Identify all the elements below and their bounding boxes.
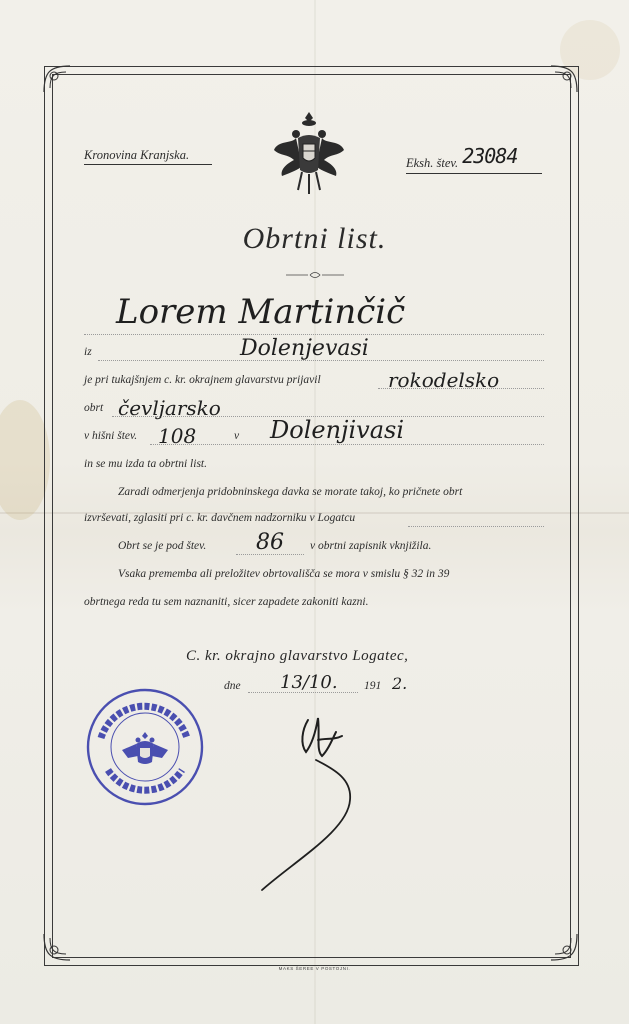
text-registered: je pri tukajšnjem c. kr. okrajnem glavarstvu prijavil [84,374,321,386]
house-number: 108 [158,424,197,448]
official-stamp-icon [84,686,206,808]
registration-field [406,144,542,174]
origin-line [98,360,544,361]
registration-number: 23084 [462,144,518,168]
imperial-eagle-crest-icon [272,110,346,198]
year-suffix: 2. [392,674,408,693]
signature-icon [256,700,376,900]
label-date: dne [224,680,241,692]
label-v: v [234,430,240,442]
title-flourish-icon [284,270,346,280]
corner-ornament-top-left-icon [40,62,74,96]
paragraph2-line1: Vsaka prememba ali preložitev obrtovališča se mora v smislu § 32 in 39 [118,568,450,580]
house-line [150,444,544,445]
issuing-office: C. kr. okrajno glavarstvo Logatec, [186,648,409,664]
label-register-book: v obrtni zapisnik vknjižila. [310,540,432,552]
paragraph1-line2: izvrševati, zglasiti pri c. kr. davčnem nadzorniku v Logatcu [84,512,356,524]
registration-label: Eksh. štev. [406,156,459,170]
name-line [84,334,544,335]
register-number-line [236,554,304,555]
category-line [378,388,544,389]
label-house-number: v hišni štev. [84,430,138,442]
label-obrt: obrt [84,402,104,414]
year-prefix: 191 [364,680,382,692]
document-title: Obrtni list. [242,222,387,255]
paper-stain [0,400,50,520]
text-issued: in se mu izda ta obrtni list. [84,458,207,470]
register-number: 86 [256,530,284,555]
house-place: Dolenjivasi [270,416,405,444]
paragraph1-line [408,526,544,527]
trade-name: čevljarsko [118,396,221,420]
date-line [248,692,358,693]
paragraph2-line2: obrtnega reda tu sem naznaniti, sicer zapadete zakoniti kazni. [84,596,369,608]
label-register-number: Obrt se je pod štev. [118,540,207,552]
holder-name: Lorem Martinčič [116,292,406,332]
printer-imprint: MAKS ŠEREE V POSTOJNI. [278,966,351,971]
trade-category: rokodelsko [388,368,500,392]
corner-ornament-bottom-left-icon [40,930,74,964]
place-of-origin: Dolenjevasi [240,336,369,361]
corner-ornament-top-right-icon [547,62,581,96]
paragraph1-line1: Zaradi odmerjenja pridobninskega davka se morate takoj, ko pričnete obrt [118,486,463,498]
label-iz: iz [84,346,92,358]
issue-date: 13/10. [280,672,338,693]
corner-ornament-bottom-right-icon [547,930,581,964]
province-label: Kronovina Kranjska. [84,148,212,165]
